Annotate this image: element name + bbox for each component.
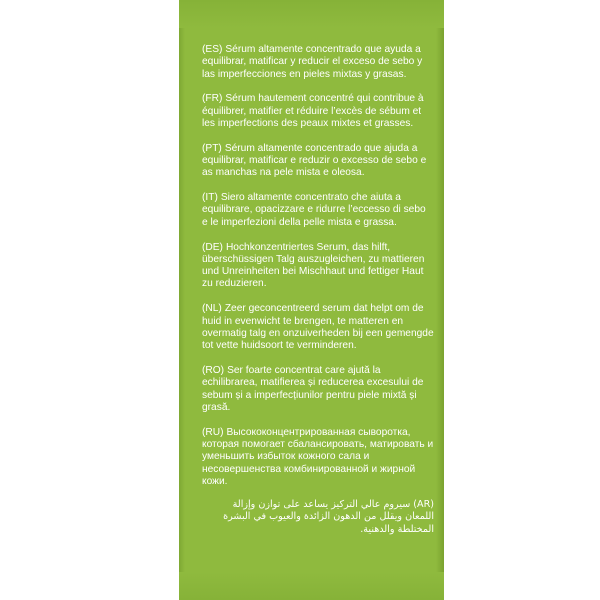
description-de bbox=[202, 242, 434, 291]
language-code: (ES) bbox=[202, 44, 223, 55]
description-text: سيروم عالي التركيز يساعد على توازن وإزالة اللمعان ويقلل من الدهون الزائدة والعيوب في البشرة المختلطة والدهنية. bbox=[223, 498, 434, 535]
description-ru bbox=[202, 427, 434, 488]
box-top-fold bbox=[179, 0, 444, 28]
description-text: Ser foarte concentrat care ajută la echilibrarea, matifierea și reducerea excesului de sebum și a imperfecțiunilor pentru piele mixtă și grasă. bbox=[202, 364, 424, 413]
description-fr bbox=[202, 93, 434, 130]
description-it bbox=[202, 192, 434, 229]
multilingual-description bbox=[202, 44, 434, 549]
description-text: Sérum altamente concentrado que ajuda a equilibrar, matificar e reduzir o excesso de sebo e as manchas na pele mista e oleosa. bbox=[202, 142, 427, 179]
description-nl bbox=[202, 303, 434, 352]
language-code: (NL) bbox=[202, 303, 222, 315]
description-text: Sérum hautement concentré qui contribue à équilibrer, matifier et réduire l’excès de sébum et les imperfections des peaux mixtes et grasses. bbox=[202, 93, 424, 129]
box-right-edge bbox=[436, 0, 444, 600]
description-text: Siero altamente concentrato che aiuta a equilibrare, opacizzare e ridurre l’eccesso di sebo e le imperfezioni della pelle mista e grassa. bbox=[202, 192, 426, 228]
description-text: Sérum altamente concentrado que ayuda a equilibrar, matificar y reducir el exceso de sebo y las imperfecciones en pieles mixtas y grasas. bbox=[202, 44, 423, 80]
language-code: (RO) bbox=[202, 364, 225, 376]
language-code: (IT) bbox=[202, 192, 218, 204]
description-text: Zeer geconcentreerd serum dat helpt om de huid in evenwicht te brengen, te matteren en overmatig talg en onzuiverheden bij een gemengde tot vette huidsoort te verminderen. bbox=[202, 303, 434, 352]
language-code: (FR) bbox=[202, 93, 223, 105]
description-ro bbox=[202, 365, 434, 414]
description-text: Hochkonzentriertes Serum, das hilft, überschüssigen Talg auszugleichen, zu mattieren und Unreinheiten bei Mischhaut und fettiger Haut zu reduzieren. bbox=[202, 241, 425, 290]
description-text: Высококонцентрированная сыворотка, которая помогает сбалансировать, матировать и уменьшить избыток кожного сала и несовершенства комбинированной и жирной кожи. bbox=[202, 426, 434, 487]
language-code: (DE) bbox=[202, 241, 223, 253]
language-code: (PT) bbox=[202, 142, 222, 154]
description-ar bbox=[202, 499, 434, 537]
language-code: (RU) bbox=[202, 426, 224, 438]
description-es bbox=[202, 44, 434, 81]
box-bottom-fold bbox=[179, 572, 444, 600]
description-pt bbox=[202, 143, 434, 180]
box-left-edge bbox=[179, 0, 185, 600]
language-code: (AR) bbox=[413, 498, 434, 510]
